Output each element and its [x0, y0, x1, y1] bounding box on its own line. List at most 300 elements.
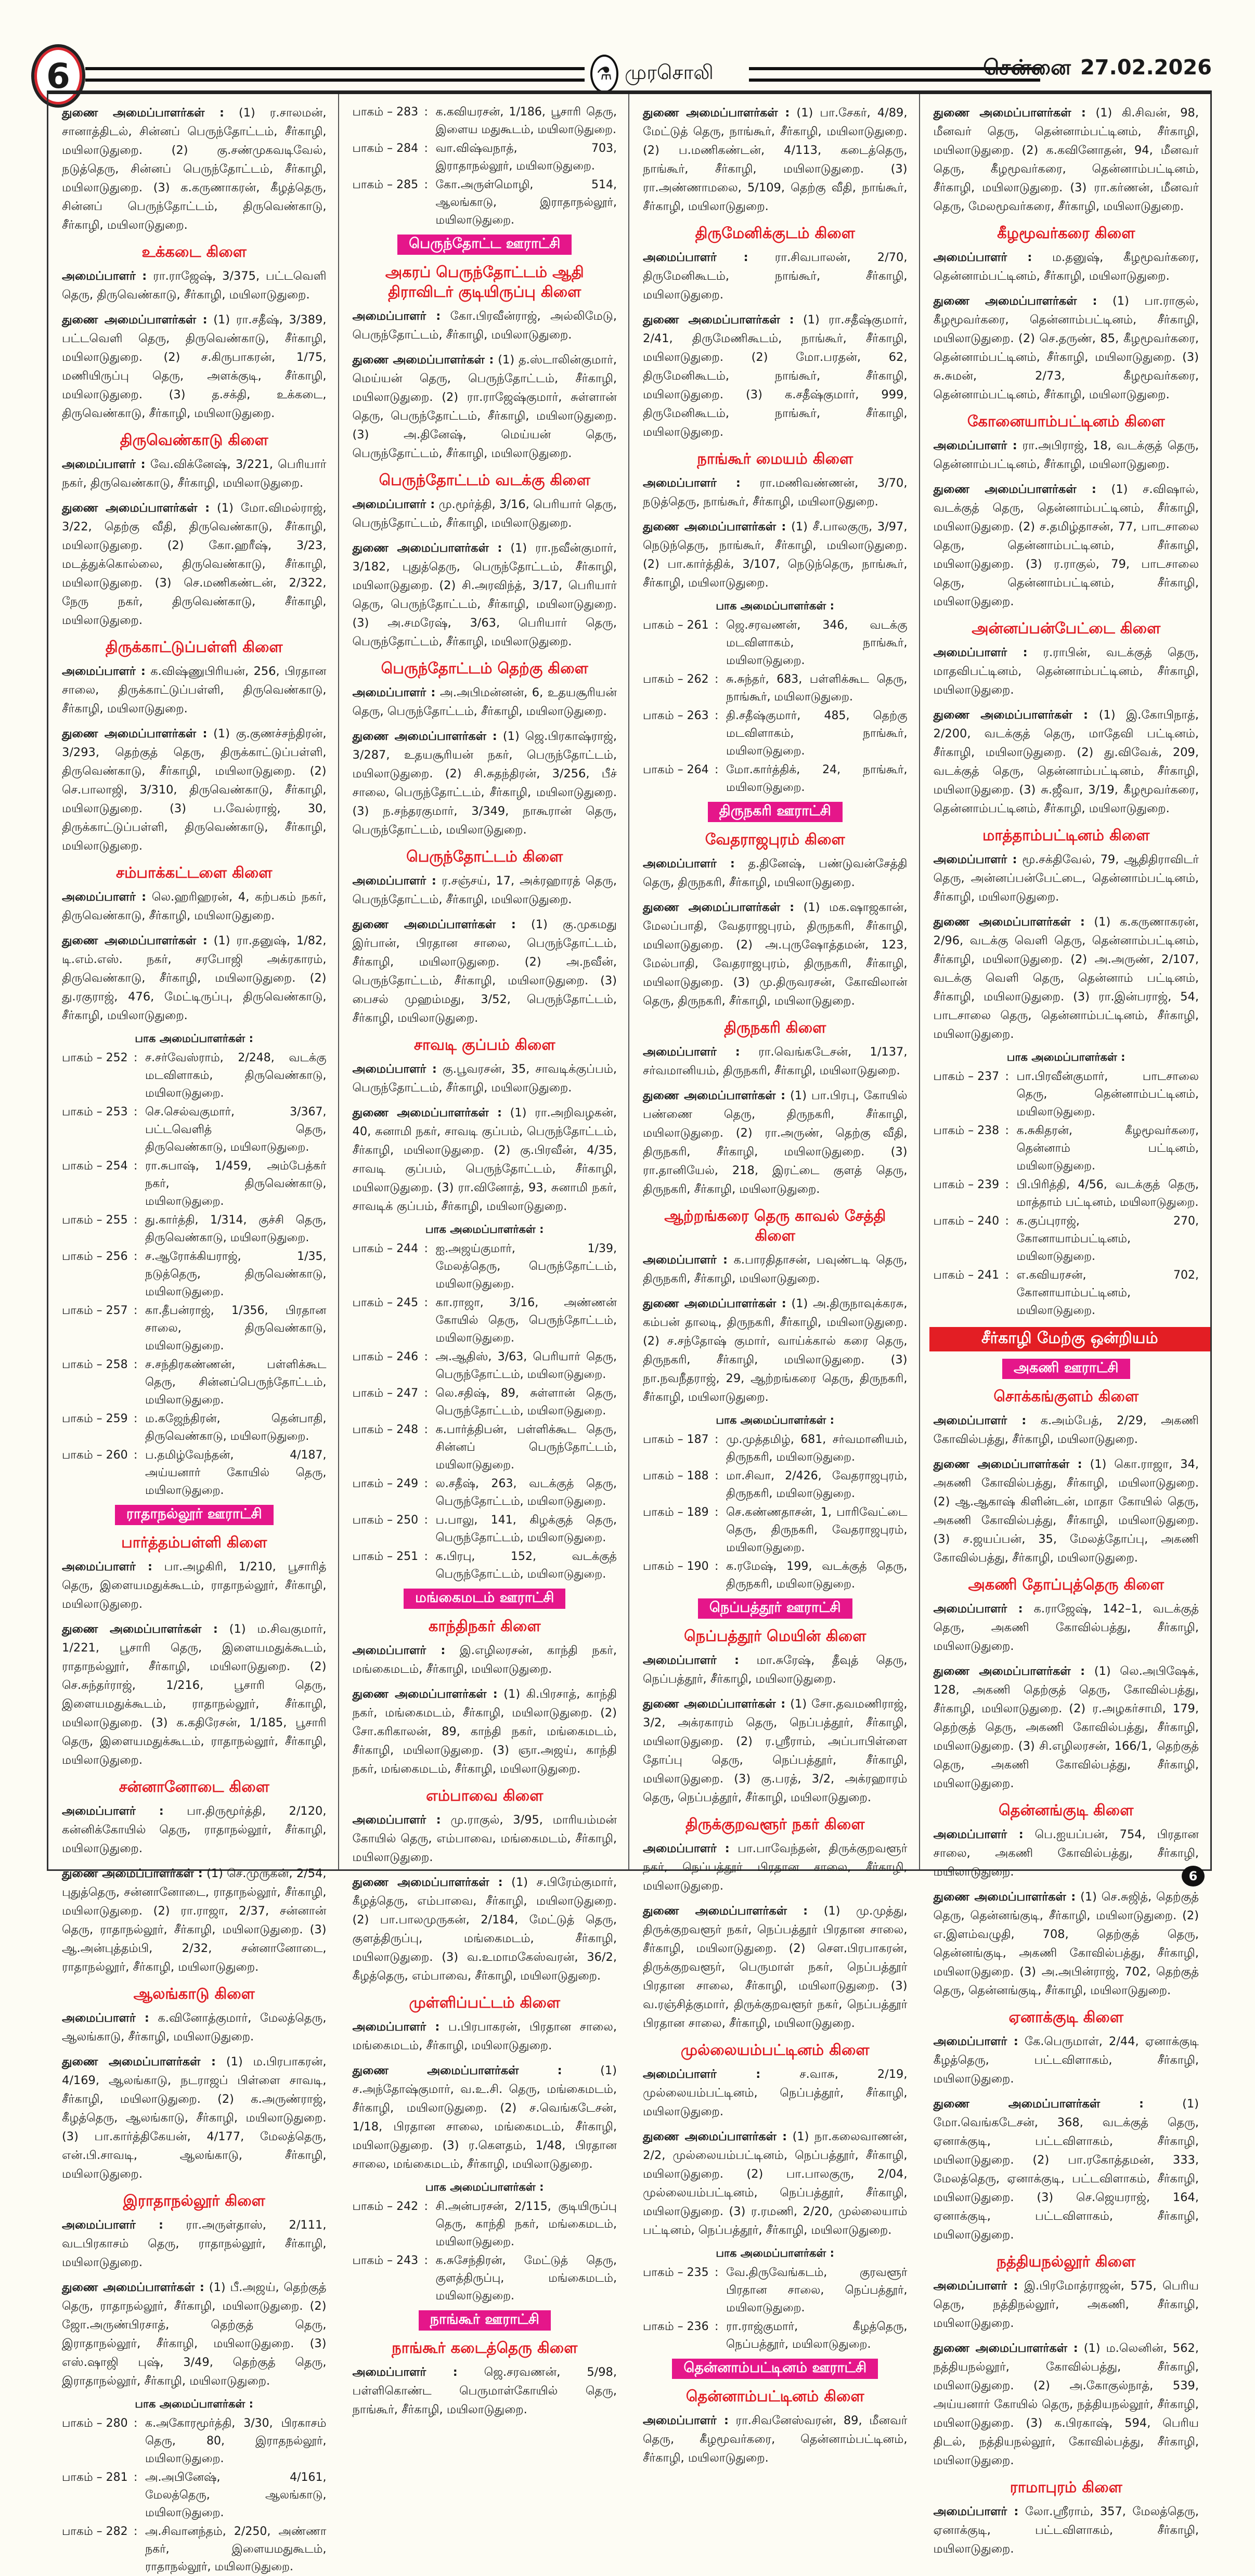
booth-number	[643, 1504, 715, 1557]
separator: :	[715, 1506, 719, 1519]
separator: :	[715, 1560, 719, 1573]
entry-text: ம.தனுஷ், கீழமூவர்கரை, தென்னாம்பட்டினம், சீர்காழி, மயிலாடுதுறை.	[933, 251, 1199, 283]
deputy-organisers-entry	[353, 2061, 617, 2174]
separator: :	[134, 1214, 138, 1227]
entry-label: அமைப்பாளர் :	[352, 1062, 437, 1076]
booth-prefix: பாகம் –	[352, 1550, 393, 1563]
booth-organiser: அ.அபினேஷ், 4/161, மேலத்தெரு, ஆலங்காடு, மயிலாடுதுறை.	[145, 2471, 327, 2519]
booth-prefix: பாகம் –	[62, 1358, 102, 1371]
deputy-organisers-entry	[353, 915, 617, 1027]
entry-label: அமைப்பாளர் :	[643, 857, 735, 870]
entry-text: ரா.சிவனேஸ்வரன், 89, மீனவர் தெரு, கீழமூவர்கரை, தென்னாம்பட்டினம், சீர்காழி, மயிலாடுதுறை.	[643, 2414, 908, 2465]
booth-organiser: க.ரமேஷ், 199, வடக்குத் தெரு, திருநகரி, மயிலாடுதுறை.	[726, 1560, 908, 1591]
organiser-entry	[643, 2065, 908, 2121]
booth-id: 243	[396, 2254, 419, 2267]
deputy-organisers-entry	[62, 499, 327, 630]
booth-number	[934, 1122, 1005, 1175]
branch-heading: முல்லையம்பட்டினம் கிளை	[680, 2041, 870, 2059]
entry-label: துணை அமைப்பாளர்கள் :	[62, 2055, 216, 2068]
booth-id: 263	[687, 709, 709, 722]
column-4	[920, 94, 1211, 2556]
entry-label: துணை அமைப்பாளர்கள் :	[643, 106, 790, 120]
entry-text: (1) நா.கலைவாணன், 2/2, முல்லையம்பட்டினம், நெப்பத்தூர், சீர்காழி, மயிலாடுதுறை. (2) பா.பாலகுரு, 2/04, முல்லையம்பட்டினம், நெப்பத்தூர், சீர்காழி, மயிலாடுதுறை. (3) ர.ரமணி, 2/20, முல்லையாம் பட்டினம், நெப்பத்தூர், சீர்காழி, மயிலாடுதுறை.	[643, 2130, 908, 2237]
separator: :	[715, 2266, 719, 2279]
entry-text: (1) ச.விஷால், வடக்குத் தெரு, தென்னாம்பட்டினம், சீர்காழி, மயிலாடுதுறை. (2) ச.தமிழ்தாசன், 77, பாடசாலை தெரு, தென்னாம்பட்டினம், சீர்காழி, மயிலாடுதுறை. (3) ர.ராகுல், 79, பாடசாலை தெரு, தென்னாம்பட்டினம், சீர்காழி, மயிலாடுதுறை.	[933, 483, 1199, 608]
booth-row	[353, 103, 617, 139]
entry-text: மூ.சக்திவேல், 79, ஆதிதிராவிடர் தெரு, அன்னப்பன்பேட்டை, தென்னாம்பட்டினம், சீர்காழி, மயிலாடுதுறை.	[933, 853, 1199, 904]
booth-organiser: அ.ஆதிஸ், 3/63, பெரியார் தெரு, பெருந்தோட்டம், மயிலாடுதுறை.	[435, 1350, 617, 1381]
booth-prefix: பாகம் –	[643, 1560, 683, 1573]
entry-text: ப.பிரபாகரன், பிரதான சாலை, மங்கைமடம், சீர்காழி, மயிலாடுதுறை.	[352, 2020, 617, 2052]
separator: :	[1005, 1124, 1009, 1137]
booth-organiser: எ.கவியரசன், 702, கோனாயாம்பட்டினம், மயிலாடுதுறை.	[1016, 1269, 1199, 1317]
entry-text: (1) செ.முருகன், 2/54, புதுத்தெரு, சன்னானோடை, ராதாநல்லூர், சீர்காழி, மயிலாடுதுறை. (2) ரா.ராஜா, 2/37, சன்னான் தெரு, ராதாநல்லூர், சீர்காழி, மயிலாடுதுறை. (3) ஆ.அன்புத்தம்பி, 2/32, சன்னானோடை, ராதாநல்லூர், சீர்காழி, மயிலாடுதுறை.	[62, 1867, 327, 1974]
booth-number	[62, 1049, 134, 1102]
booth-organiser: ல.சதீஷ், 263, வடக்குத் தெரு, பெருந்தோட்டம், மயிலாடுதுறை.	[435, 1477, 617, 1508]
booth-organiser: க.கவியரசன், 1/186, பூசாரி தெரு, இளைய மதுகூடம், மயிலாடுதுறை.	[435, 106, 617, 136]
booth-number	[353, 2198, 424, 2251]
booth-organiser: க.சுசேந்திரன், மேட்டுத் தெரு, குளத்திருப்பு, மங்கைமடம், மயிலாடுதுறை.	[435, 2254, 617, 2302]
booth-row	[643, 1431, 908, 1466]
organiser-entry	[353, 871, 617, 909]
booth-prefix: பாகம் –	[643, 1433, 683, 1446]
organiser-entry	[643, 248, 908, 304]
booth-prefix: பாகம் –	[643, 673, 683, 686]
organiser-entry	[353, 495, 617, 532]
booth-organiser: ஐ.அஜய்குமார், 1/39, மேலத்தெரு, பெருந்தோட்டம், மயிலாடுதுறை.	[435, 1242, 617, 1291]
entry-text: (1) ஜெ.பிரகாஷ்ராஜ், 3/287, உதயசூரியன் நகர், பெருந்தோட்டம், மயிலாடுதுறை. (2) சி.சுதந்திரன், 3/256, பீச் சாலை, பெருந்தோட்டம், சீர்காழி, மயிலாடுதுறை. (3) ந.சந்தரகுமார், 3/349, நாகூரான் தெரு, பெருந்தோட்டம், மயிலாடுதுறை.	[352, 730, 617, 837]
booth-organiser: ம.கஜேந்திரன், தென்பாதி, திருவெண்காடு, மயிலாடுதுறை.	[145, 1412, 327, 1443]
booth-organiser: கா.ராஜா, 3/16, அண்ணன் கோயில் தெரு, பெருந்தோட்டம், மயிலாடுதுறை.	[435, 1296, 617, 1345]
booth-id: 264	[687, 763, 709, 776]
entry-label: அமைப்பாளர் :	[352, 686, 436, 699]
panchayat-name: நெப்பத்தூர் ஊராட்சி	[698, 1598, 852, 1619]
booth-id: 259	[106, 1412, 128, 1425]
booth-number	[934, 1068, 1005, 1121]
booth-row	[62, 1447, 327, 1500]
entry-text: (1) லெ.அபிஷேக், 128, அகணி தெற்குத் தெரு, கோவில்பத்து, சீர்காழி, மயிலாடுதுறை. (2) ர.அழகர்சாமி, 179, தெற்குத் தெரு, அகணி கோவில்பத்து, சீர்காழி, மயிலாடுதுறை. (3) சி.எழிலரசன், 166/1, தெற்குத் தெரு, அகணி கோவில்பத்து, சீர்காழி, மயிலாடுதுறை.	[933, 1664, 1199, 1790]
booth-organiser: க.அகோரமூர்த்தி, 3/30, பிரகாசம் தெரு, 80, இராதநல்லூர், மயிலாடுதுறை.	[145, 2417, 327, 2465]
deputy-organisers-entry	[643, 1294, 908, 1407]
booth-organiser: பி.பிரித்தி, 4/56, வடக்குத் தெரு, மாத்தாம் பட்டினம், மயிலாடுதுறை.	[1016, 1178, 1199, 1209]
branch-heading: தென்னங்குடி கிளை	[999, 1801, 1134, 1819]
deputy-organisers-entry	[934, 103, 1199, 216]
booth-row	[353, 1385, 617, 1420]
entry-label: துணை அமைப்பாளர்கள் :	[62, 501, 210, 515]
organiser-entry	[353, 1641, 617, 1679]
entry-label: துணை அமைப்பாளர்கள் :	[352, 918, 516, 931]
entry-label: துணை அமைப்பாளர்கள் :	[933, 1458, 1082, 1471]
branch-heading: சொக்கங்குளம் கிளை	[993, 1387, 1139, 1405]
deputy-organisers-entry	[934, 913, 1199, 1044]
booth-row	[62, 2415, 327, 2468]
branch-heading: தென்னாம்பட்டினம் கிளை	[685, 2387, 864, 2405]
booth-number	[353, 1548, 424, 1583]
entry-label: அமைப்பாளர் :	[352, 309, 441, 323]
entry-label: அமைப்பாளர் :	[62, 269, 147, 283]
deputy-organisers-entry	[62, 103, 327, 235]
entry-label: துணை அமைப்பாளர்கள் :	[643, 1697, 786, 1711]
booth-number	[62, 1212, 134, 1247]
deputy-organisers-entry	[643, 1695, 908, 1807]
separator: :	[424, 1477, 428, 1490]
panchayat-banner	[643, 1598, 908, 1619]
booth-row	[643, 1558, 908, 1593]
entry-label: அமைப்பாளர் :	[62, 1804, 164, 1818]
booth-id: 257	[106, 1304, 128, 1317]
booth-organisers-title: பாக அமைப்பாளர்கள் :	[716, 600, 835, 612]
entry-text: (1) கு.குணச்சந்திரன், 3/293, தெற்குத் தெரு, திருக்காட்டுப்பள்ளி, திருவெண்காடு, சீர்காழி, மயிலாடுதுறை. (2) செ.பாலாஜி, 3/310, திருவெண்காடு, சீர்காழி, மயிலாடுதுறை. (3) ப.வேல்ராஜ், 30, திருக்காட்டுப்பள்ளி, திருவெண்காடு, சீர்காழி, மயிலாடுதுறை.	[62, 727, 327, 853]
panchayat-name: ராதாநல்லூர் ஊராட்சி	[115, 1505, 274, 1525]
entry-text: (1) ரா.சதீஷ், 3/389, பட்டவெளி தெரு, திருவெண்காடு, சீர்காழி, மயிலாடுதுறை. (2) ச.கிருபாகரன், 1/75, மணியிருப்பு தெரு, அளக்குடி, சீர்காழி, மயிலாடுதுறை. (3) த.சக்தி, உக்கடை, திருவெண்காடு, சீர்காழி, மயிலாடுதுறை.	[62, 313, 327, 420]
booth-prefix: பாகம் –	[62, 2471, 102, 2484]
entry-label: துணை அமைப்பாளர்கள் :	[933, 1664, 1085, 1678]
booth-id: 250	[396, 1514, 419, 1527]
entry-label: அமைப்பாளர் :	[352, 1813, 441, 1827]
booth-prefix: பாகம் –	[643, 1506, 683, 1519]
booth-organiser: க.பார்த்திபன், பள்ளிக்கூட தெரு, சின்னப் பெருந்தோட்டம், மயிலாடுதுறை.	[435, 1423, 617, 1472]
branch-heading: ராமாபுரம் கிளை	[1010, 2478, 1122, 2496]
booth-row	[353, 2252, 617, 2305]
booth-number	[643, 671, 715, 706]
booth-number	[62, 1302, 134, 1355]
deputy-organisers-entry	[62, 931, 327, 1025]
entry-text: த.தினேஷ், பண்டுவன்சேத்தி தெரு, திருநகரி, சீர்காழி, மயிலாடுதுறை.	[643, 857, 908, 889]
booth-organiser: லெ.சதிஷ், 89, சுள்ளான் தெரு, பெருந்தோட்டம், மயிலாடுதுறை.	[435, 1387, 617, 1417]
organiser-entry	[643, 1043, 908, 1080]
union-banner: சீர்காழி மேற்கு ஒன்றியம்	[929, 1327, 1211, 1351]
entry-label: துணை அமைப்பாளர்கள் :	[933, 1890, 1076, 1904]
entry-text: (1) ம.பிரபாகரன், 4/169, ஆலங்காடு, நடராஜப் பிள்ளை சாவடி, சீர்காழி, மயிலாடுதுறை. (2) க.அருண்ராஜ், கீழத்தெரு, ஆலங்காடு, சீர்காழி, மயிலாடுதுறை. (3) பா.கார்த்திகேயன், 4/177, மேலத்தெரு, என்.பி.சாவடி, ஆலங்காடு, சீர்காழி, மயிலாடுதுறை.	[62, 2055, 327, 2181]
booth-prefix: பாகம் –	[62, 1105, 102, 1118]
separator: :	[424, 1296, 428, 1309]
entry-label: துணை அமைப்பாளர்கள் :	[643, 2130, 787, 2143]
branch-heading: சம்பாக்கட்டளை கிளை	[116, 864, 273, 881]
deputy-organisers-entry	[62, 1864, 327, 1976]
separator: :	[134, 2525, 138, 2538]
branch-heading: திருக்காட்டுப்பள்ளி கிளை	[105, 638, 283, 656]
deputy-organisers-entry	[62, 1620, 327, 1770]
panchayat-name: நாங்கூர் ஊராட்சி	[419, 2310, 551, 2331]
booth-id: 254	[106, 1160, 128, 1173]
entry-text: (1) ம.சிவகுமார், 1/221, பூசாரி தெரு, இளையமதுக்கூடம், ராதாநல்லூர், சீர்காழி, மயிலாடுதுறை. (2) செ.சுந்தர்ராஜ், 1/216, பூசாரி தெரு, இளையமதுக்கூடம், ராதாநல்லூர், சீர்காழி, மயிலாடுதுறை. (3) க.கதிரேசன், 1/185, பூசாரி தெரு, இளையமதுக்கூடம், ராதாநல்லூர், சீர்காழி, மயிலாடுதுறை.	[62, 1622, 327, 1767]
booth-prefix: பாகம் –	[62, 2417, 102, 2430]
booth-row	[353, 1512, 617, 1547]
organiser-entry	[934, 1599, 1199, 1656]
entry-label: துணை அமைப்பாளர்கள் :	[352, 730, 497, 743]
entry-label: துணை அமைப்பாளர்கள் :	[352, 1687, 498, 1701]
entry-text: லெ.ஹரிஹரன், 4, கற்பகம் நகர், திருவெண்காடு, சீர்காழி, மயிலாடுதுறை.	[62, 890, 327, 922]
entry-text: கோ.பிரவீன்ராஜ், அல்லிமேடு, பெருந்தோட்டம், சீர்காழி, மயிலாடுதுறை.	[352, 309, 617, 342]
booth-row	[353, 1548, 617, 1583]
panchayat-banner	[643, 802, 908, 822]
deputy-organisers-entry	[643, 1086, 908, 1199]
branch-heading: எம்பாவை கிளை	[426, 1787, 544, 1804]
booth-row	[353, 1240, 617, 1293]
booth-number	[643, 1558, 715, 1593]
organiser-entry	[643, 854, 908, 892]
separator: :	[134, 1304, 138, 1317]
booth-prefix: பாகம் –	[352, 178, 393, 191]
entry-label: அமைப்பாளர் :	[352, 1644, 446, 1657]
entry-text: (1) இ.கோபிநாத், 2/200, வடக்குத் தெரு, மாதேவி பட்டினம், சீர்காழி, மயிலாடுதுறை. (2) து.விவேக், 209, வடக்குத் தெரு, தென்னாம்பட்டினம், சீர்காழி, மயிலாடுதுறை. (3) சு.ஜீவா, 3/19, கீழமூவர்கரை, தென்னாம்பட்டினம், சீர்காழி, மயிலாடுதுறை.	[933, 708, 1199, 815]
booth-prefix: பாகம் –	[933, 1070, 974, 1083]
booth-prefix: பாகம் –	[643, 1469, 683, 1482]
entry-label: அமைப்பாளர் :	[933, 646, 1028, 659]
entry-text: (1) ரா.நவீன்குமார், 3/182, புதுத்தெரு, பெருந்தோட்டம், சீர்காழி, மயிலாடுதுறை. (2) சி.அரவிந்த், 3/17, பெரியார் தெரு, பெருந்தோட்டம், சீர்காழி, மயிலாடுதுறை. (3) அ.சமரேஷ், 3/63, பெரியார் தெரு, பெருந்தோட்டம், சீர்காழி, மயிலாடுதுறை.	[352, 541, 617, 648]
deputy-organisers-entry	[934, 706, 1199, 818]
booth-id: 262	[687, 673, 709, 686]
booth-organiser: செ.செல்வகுமார், 3/367, பட்டவெளித் தெரு, திருவெண்காடு, மயிலாடுதுறை.	[145, 1105, 327, 1154]
booth-row	[62, 1302, 327, 1355]
booth-prefix: பாகம் –	[643, 619, 683, 632]
booth-organiser: ப.பாலு, 141, கிழக்குத் தெரு, பெருந்தோட்டம், மயிலாடுதுறை.	[435, 1514, 617, 1544]
organiser-entry	[62, 2216, 327, 2272]
branch-heading: ஏனாக்குடி கிளை	[1008, 2008, 1124, 2026]
booth-prefix: பாகம் –	[352, 1477, 393, 1490]
entry-text: க.வினோத்குமார், மேலத்தெரு, ஆலங்காடு, சீர்காழி, மயிலாடுதுறை.	[62, 2011, 327, 2044]
entry-text: இ.பிரமோத்ராஜன், 575, பெரிய தெரு, நத்திநல்லூர், அகணி, சீர்காழி, மயிலாடுதுறை.	[933, 2279, 1199, 2330]
organiser-entry	[934, 643, 1199, 699]
separator: :	[424, 1514, 428, 1527]
organiser-entry	[934, 2032, 1199, 2088]
entry-text: ரா.சிவபாலன், 2/70, திருமேனிகூடம், நாங்கூர், சீர்காழி, மயிலாடுதுறை.	[643, 251, 908, 302]
booth-prefix: பாகம் –	[62, 1304, 102, 1317]
booth-organiser: க.சுகிதரன், கீழமூவர்கரை, தென்னாம் பட்டினம், மயிலாடுதுறை.	[1016, 1124, 1199, 1173]
booth-prefix: பாகம் –	[352, 1350, 393, 1363]
booth-organiser: கா.தீபன்ராஜ், 1/356, பிரதான சாலை, திருவெண்காடு, மயிலாடுதுறை.	[145, 1304, 327, 1352]
separator: :	[1005, 1070, 1009, 1083]
entry-text: பா.திருமூர்த்தி, 2/120, கன்னிக்கோயில் தெரு, ராதாநல்லூர், சீர்காழி, மயிலாடுதுறை.	[62, 1804, 327, 1855]
separator: :	[1005, 1269, 1009, 1282]
entry-text: (1) ச.பிரேம்குமார், கீழத்தெரு, எம்பாவை, சீர்காழி, மயிலாடுதுறை. (2) பா.பாலமுருகன், 2/184, மேட்டுத் தெரு, குளத்திருப்பு, மங்கைமடம், சீர்காழி, மயிலாடுதுறை. (3) வ.உமாமகேஸ்வரன், 36/2, கீழத்தெரு, எம்பாவை, சீர்காழி, மயிலாடுதுறை.	[352, 1876, 617, 1983]
entry-label: அமைப்பாளர் :	[643, 476, 741, 490]
booth-prefix: பாகம் –	[62, 1449, 102, 1462]
entry-text: (1) மோ.விமல்ராஜ், 3/22, தெற்கு வீதி, திருவெண்காடு, சீர்காழி, மயிலாடுதுறை. (2) கோ.ஹரீஷ், 3/23, மடத்துக்கொல்லை, திருவெண்காடு, சீர்காழி, மயிலாடுதுறை. (3) செ.மணிகண்டன், 2/322, நேரு நகர், திருவெண்காடு, சீர்காழி, மயிலாடுதுறை.	[62, 501, 327, 627]
booth-organiser: சி.அன்பரசன், 2/115, குடியிருப்பு தெரு, காந்தி நகர், மங்கைமடம், மயிலாடுதுறை.	[435, 2200, 617, 2248]
booth-number	[62, 1157, 134, 1211]
booth-organiser: அ.சிவானந்தம், 2/250, அண்ணா நகர், இளையமதுகூடம், ராதாநல்லூர், மயிலாடுதுறை.	[145, 2525, 327, 2573]
deputy-organisers-entry	[643, 103, 908, 216]
organiser-entry	[62, 455, 327, 492]
branch-heading: கோனையாம்பட்டினம் கிளை	[967, 412, 1165, 430]
entry-text: மு.ராகுல், 3/95, மாரியம்மன் கோயில் தெரு, எம்பாவை, மங்கைமடம், சீர்காழி, மயிலாடுதுறை.	[352, 1813, 617, 1864]
booth-number	[353, 2252, 424, 2305]
booth-row	[643, 617, 908, 670]
booth-organisers-title: பாக அமைப்பாளர்கள் :	[135, 1032, 254, 1045]
booth-prefix: பாகம் –	[62, 1214, 102, 1227]
booth-row	[643, 671, 908, 706]
entry-label: துணை அமைப்பாளர்கள் :	[62, 2281, 204, 2294]
deputy-organisers-entry	[934, 1888, 1199, 2000]
booth-prefix: பாகம் –	[933, 1269, 974, 1282]
booth-row	[643, 707, 908, 760]
booth-prefix: பாகம் –	[352, 1514, 393, 1527]
entry-label: அமைப்பாளர் :	[933, 1602, 1023, 1616]
entry-label: அமைப்பாளர் :	[352, 498, 435, 511]
booth-number	[62, 1410, 134, 1446]
entry-label: துணை அமைப்பாளர்கள் :	[352, 1106, 502, 1120]
entry-label: அமைப்பாளர் :	[933, 1414, 1027, 1427]
entry-text: (1) சோ.தவமணிராஜ், 3/2, அக்ரகாரம் தெரு, நெப்பத்தூர், சீர்காழி, மயிலாடுதுறை. (2) ர.ஸ்ரீராம், அப்பாபிள்ளை தோப்பு தெரு, நெப்பத்தூர், சீர்காழி, மயிலாடுதுறை. (3) கு.பரத், 3/2, அக்ரஹாரம் தெரு, நெப்பத்தூர், சீர்காழி, மயிலாடுதுறை.	[643, 1697, 908, 1804]
entry-text: இ.எழிலரசன், காந்தி நகர், மங்கைமடம், சீர்காழி, மயிலாடுதுறை.	[352, 1644, 617, 1676]
entry-label: அமைப்பாளர் :	[62, 2218, 163, 2232]
booth-number	[643, 2318, 715, 2353]
entry-text: கே.பெருமாள், 2/44, ஏனாக்குடி கீழத்தெரு, பட்டவிளாகம், சீர்காழி, மயிலாடுதுறை.	[933, 2035, 1199, 2086]
booth-number	[643, 617, 715, 670]
entry-text: ரா.வெங்கடேசன், 1/137, சர்வமானியம், திருநகரி, சீர்காழி, மயிலாடுதுறை.	[643, 1045, 908, 1077]
branch-heading: பெருந்தோட்டம் கிளை	[406, 848, 563, 865]
booth-row	[353, 140, 617, 175]
entry-text: க.அம்பேத், 2/29, அகணி கோவில்பத்து, சீர்காழி, மயிலாடுதுறை.	[933, 1414, 1199, 1446]
entry-label: துணை அமைப்பாளர்கள் :	[933, 294, 1097, 308]
deputy-organisers-entry	[934, 2339, 1199, 2470]
booth-id: 187	[687, 1433, 709, 1446]
booth-row	[62, 2523, 327, 2576]
entry-text: லோ.ஸ்ரீராம், 357, மேலத்தெரு, ஏனாக்குடி, பட்டவிளாகம், சீர்காழி, மயிலாடுதுறை.	[933, 2505, 1199, 2556]
booth-id: 260	[106, 1449, 128, 1462]
organiser-entry	[353, 683, 617, 721]
deputy-organisers-entry	[934, 480, 1199, 611]
booth-organiser: செ.கண்ணதாசன், 1, பாரிவேட்டை தெரு, திருநகரி, வேதராஜபுரம், மயிலாடுதுறை.	[726, 1506, 908, 1554]
dateline	[974, 56, 1212, 82]
deputy-organisers-entry	[353, 350, 617, 463]
separator: :	[424, 1423, 428, 1436]
entry-label: துணை அமைப்பாளர்கள் :	[933, 2097, 1144, 2111]
booth-number	[934, 1267, 1005, 1320]
booth-id: 236	[687, 2320, 709, 2333]
booth-number	[934, 1176, 1005, 1212]
booth-organiser: து.கார்த்தி, 1/314, குச்சி தெரு, திருவெண்காடு, மயிலாடுதுறை.	[145, 1214, 327, 1244]
booth-row	[353, 1348, 617, 1384]
entry-label: துணை அமைப்பாளர்கள் :	[352, 1876, 503, 1889]
entry-text: (1) பீ.அஜய், தெற்குத் தெரு, ராதாநல்லூர், சீர்காழி, மயிலாடுதுறை. (2) ஜோ.அருண்பிரசாத், தெற்குத் தெரு, இராதாநல்லூர், சீர்காழி, மயிலாடுதுறை. (3) எஸ்.ஷாஜி புஷ், 3/49, தெற்குத் தெரு, இராதாநல்லூர், சீர்காழி, மயிலாடுதுறை.	[62, 2281, 327, 2388]
entry-text: (1) அ.திருநாவுக்கரசு, கம்பன் தாலடி, திருநகரி, சீர்காழி, மயிலாடுதுறை. (2) ச.சந்தோஷ் குமார், வாய்க்கால் கரை தெரு, திருநகரி, சீர்காழி, மயிலாடுதுறை. (3) நா.நவநீதராஜ், 29, ஆற்றங்கரை தெரு, திருநகரி, சீர்காழி, மயிலாடுதுறை.	[643, 1297, 908, 1404]
entry-label: துணை அமைப்பாளர்கள் :	[933, 915, 1085, 929]
deputy-organisers-entry	[934, 292, 1199, 404]
entry-label: துணை அமைப்பாளர்கள் :	[933, 106, 1086, 120]
entry-label: அமைப்பாளர் :	[643, 1045, 740, 1059]
panchayat-name: அகணி ஊராட்சி	[1002, 1359, 1130, 1379]
entry-text: (1) கி.பிரசாத், காந்தி நகர், மங்கைமடம், சீர்காழி, மயிலாடுதுறை. (2) சோ.கரிகாலன், 89, காந்தி நகர், மங்கைமடம், சீர்காழி, மயிலாடுதுறை. (3) ஞா.அஜய், காந்தி நகர், மங்கைமடம், சீர்காழி, மயிலாடுதுறை.	[352, 1687, 617, 1776]
entry-label: துணை அமைப்பாளர்கள் :	[643, 1904, 808, 1918]
booth-id: 252	[106, 1051, 128, 1064]
newspaper-name: முரசொலி	[625, 61, 714, 84]
booth-prefix: பாகம் –	[933, 1178, 974, 1191]
booth-row	[62, 1410, 327, 1446]
separator: :	[134, 2417, 138, 2430]
separator: :	[715, 619, 719, 632]
booth-id: 280	[106, 2417, 128, 2430]
booth-prefix: பாகம் –	[62, 1051, 102, 1064]
booth-number	[643, 707, 715, 760]
booth-organiser: ப.தமிழ்வேந்தன், 4/187, அய்யனார் கோயில் தெரு, மயிலாடுதுறை.	[145, 1449, 327, 1497]
deputy-organisers-entry	[353, 1685, 617, 1778]
branch-heading: ஆற்றங்கரை தெரு காவல் சேத்தி கிளை	[664, 1207, 886, 1244]
booth-prefix: பாகம் –	[643, 709, 683, 722]
organiser-entry	[62, 1802, 327, 1858]
booth-id: 237	[977, 1070, 1000, 1083]
deputy-organisers-entry	[643, 310, 908, 441]
separator: :	[424, 1242, 428, 1255]
entry-label: அமைப்பாளர் :	[933, 853, 1017, 866]
booth-prefix: பாகம் –	[933, 1215, 974, 1228]
separator: :	[715, 763, 719, 776]
booth-organisers-title: பாக அமைப்பாளர்கள் :	[425, 2181, 544, 2193]
branch-heading: பெருந்தோட்டம் தெற்கு கிளை	[381, 659, 588, 677]
entry-label: அமைப்பாளர் :	[643, 2067, 761, 2081]
booth-number	[934, 1213, 1005, 1266]
separator: :	[424, 142, 428, 155]
entry-label: துணை அமைப்பாளர்கள் :	[643, 1089, 786, 1102]
entry-label: அமைப்பாளர் :	[933, 2279, 1018, 2293]
deputy-organisers-entry	[353, 1873, 617, 1985]
entry-text: அ.அபிமன்னன், 6, உதயசூரியன் தெரு, பெருந்தோட்டம், சீர்காழி, மயிலாடுதுறை.	[352, 686, 617, 718]
entry-text: ஜெ.சரவணன், 5/98, பள்ளிகொண்ட பெருமாள்கோயில் தெரு, நாங்கூர், சீர்காழி, மயிலாடுதுறை.	[352, 2365, 617, 2416]
deputy-organisers-entry	[62, 310, 327, 423]
entry-label: துணை அமைப்பாளர்கள் :	[643, 520, 786, 534]
branch-heading: இராதாநல்லூர் கிளை	[123, 2192, 265, 2209]
entry-text: (1) த.ஸ்டாலின்குமார், மெய்யன் தெரு, பெருந்தோட்டம், சீர்காழி, மயிலாடுதுறை. (2) ரா.ராஜேஷ்குமார், சுள்ளான் தெரு, பெருந்தோட்டம், சீர்காழி, மயிலாடுதுறை. (3) அ.தினேஷ், மெய்யன் தெரு, பெருந்தோட்டம், சீர்காழி, மயிலாடுதுறை.	[352, 353, 617, 460]
entry-text: (1) க.கருணாகரன், 2/96, வடக்கு வெளி தெரு, தென்னாம்பட்டினம், சீர்காழி, மயிலாடுதுறை. (2) அ.அருண், 2/107, வடக்கு வெளி தெரு, தென்னாம் பட்டினம், சீர்காழி, மயிலாடுதுறை. (3) ரா.இன்பராஜ், 54, பாடசாலை தெரு, தென்னாம்பட்டினம், சீர்காழி, மயிலாடுதுறை.	[933, 915, 1199, 1041]
entry-label: அமைப்பாளர் :	[643, 1842, 730, 1855]
organiser-entry	[62, 888, 327, 925]
branch-heading: நத்தியநல்லூர் கிளை	[997, 2253, 1136, 2270]
separator: :	[715, 2320, 719, 2333]
branch-heading: பெருந்தோட்டம் வடக்கு கிளை	[379, 471, 590, 489]
separator: :	[424, 1550, 428, 1563]
entry-label: அமைப்பாளர் :	[933, 1828, 1024, 1841]
booth-number	[353, 1348, 424, 1384]
masthead-rule-left	[85, 67, 585, 82]
separator: :	[134, 2471, 138, 2484]
booth-prefix: பாகம் –	[643, 2266, 683, 2279]
page-number-badge: 6	[31, 44, 85, 108]
booth-row	[353, 1475, 617, 1511]
organiser-entry	[62, 267, 327, 304]
booth-row	[934, 1267, 1199, 1320]
branch-heading: நாங்கூர் மையம் கிளை	[697, 450, 853, 467]
entry-label: துணை அமைப்பாளர்கள் :	[62, 1867, 203, 1880]
booth-number	[62, 2523, 134, 2576]
entry-label: துணை அமைப்பாளர்கள் :	[933, 708, 1089, 722]
booth-organiser: பா.பிரவீன்குமார், பாடசாலை தெரு, தென்னாம்பட்டினம், மயிலாடுதுறை.	[1016, 1070, 1199, 1118]
booth-id: 246	[396, 1350, 419, 1363]
separator: :	[424, 1387, 428, 1400]
panchayat-banner	[353, 1589, 617, 1609]
entry-label: துணை அமைப்பாளர்கள் :	[62, 727, 208, 740]
entry-text: ர.ராபின், வடக்குத் தெரு, மாதவிபட்டினம், தென்னாம்பட்டினம், சீர்காழி, மயிலாடுதுறை.	[933, 646, 1199, 697]
booth-number	[643, 2264, 715, 2317]
entry-label: துணை அமைப்பாளர்கள் :	[643, 901, 795, 914]
column-3	[629, 94, 920, 2465]
booth-row	[62, 1157, 327, 1211]
panchayat-banner	[643, 2359, 908, 2379]
deputy-organisers-entry	[934, 1662, 1199, 1793]
booth-row	[353, 1421, 617, 1474]
booth-organiser: மா.சிவா, 2/426, வேதராஜபுரம், திருநகரி, மயிலாடுதுறை.	[726, 1469, 908, 1500]
booth-id: 258	[106, 1358, 128, 1371]
booth-number	[353, 176, 424, 229]
booth-organisers-title: பாக அமைப்பாளர்கள் :	[135, 2398, 254, 2410]
deputy-organisers-entry	[643, 898, 908, 1010]
entry-label: அமைப்பாளர் :	[352, 2365, 458, 2379]
organiser-entry	[353, 1060, 617, 1097]
entry-text: (1) பா.பிரபு, கோயில் பண்ணை தெரு, திருநகரி, சீர்காழி, மயிலாடுதுறை. (2) ரா.அருண், தெற்கு வீதி, திருநகரி, சீர்காழி, மயிலாடுதுறை. (3) ரா.தானியேல், 218, இரட்டை குளத் தெரு, திருநகரி, சீர்காழி, மயிலாடுதுறை.	[643, 1089, 908, 1196]
booth-organiser: ச.சந்திரகண்ணன், பள்ளிக்கூட தெரு, சின்னப்பெருந்தோட்டம், மயிலாடுதுறை.	[145, 1358, 327, 1407]
booth-row	[353, 1294, 617, 1347]
entry-label: அமைப்பாளர் :	[643, 1654, 739, 1667]
